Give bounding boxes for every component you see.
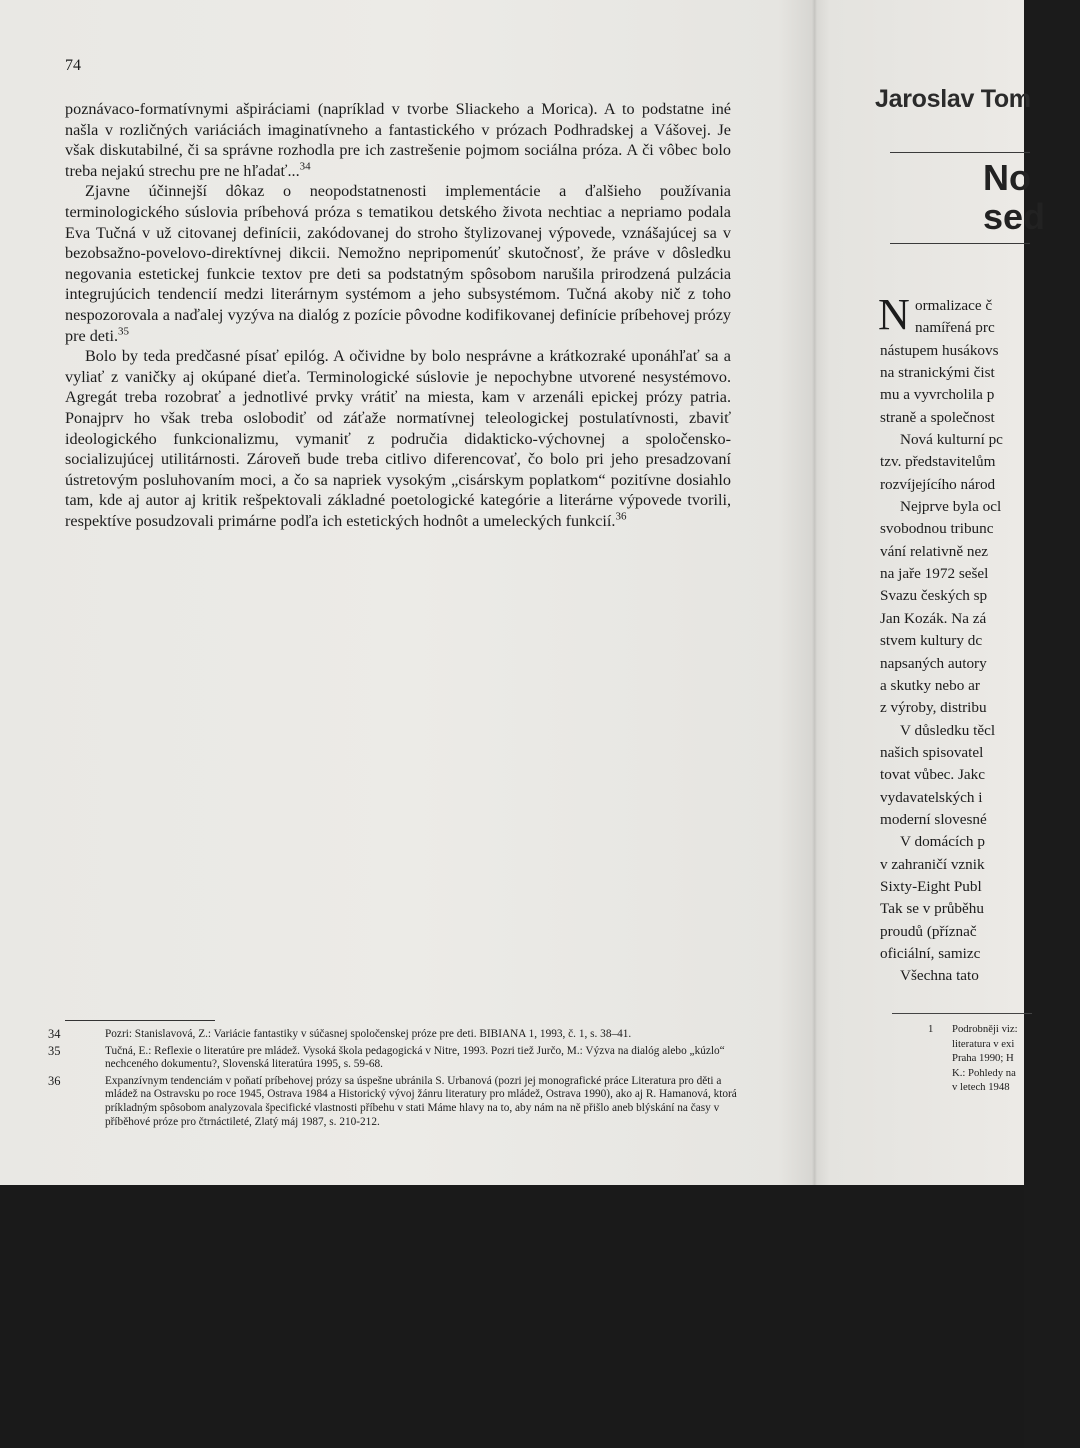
footnote-number: 36 (48, 1073, 61, 1088)
text-line: Sixty-Eight Publ (880, 877, 982, 895)
paragraph-1: poznávaco-formatívnymi ašpiráciami (napríklad v tvorbe Sliackeho a Morica). A to podstatne iné našla v rozličných variáciách imaginatívneho a fantastického v prózach Podhradskej a Vášovej. Je však diskutabilné, či sa správne rozhodla pre ich zastrešenie pojmom sociálna próza. A či vôbec bolo treba nejakú strechu pre ne hľadať...$^{34}$ (65, 100, 731, 180)
text-line: tovat vůbec. Jakc (880, 766, 986, 784)
text-line: nástupem husákovs (880, 341, 999, 359)
footnote-line: v letech 1948 (952, 1081, 1010, 1093)
text-line: moderní slovesné (880, 810, 987, 828)
footnote-divider (65, 1020, 215, 1021)
footnote-line: Praha 1990; H (952, 1052, 1014, 1064)
text-line: Svazu českých sp (880, 587, 988, 605)
drop-cap: N (878, 290, 910, 339)
right-footnote-divider (892, 1013, 1032, 1014)
text-line: V důsledku těcl (900, 721, 996, 739)
text-line: mu a vyvrcholila p (880, 386, 995, 404)
text-line: rozvíjejícího národ (880, 475, 996, 493)
scan-background (0, 1185, 1024, 1448)
headline-line-1: No (983, 157, 1031, 198)
author-name: Jaroslav Tom (875, 85, 1031, 113)
text-line: Všechna tato (900, 967, 979, 985)
footnote-text: Pozri: Stanislavová, Z.: Variácie fantastiky v súčasnej spoločenskej próze pre deti. BIBIANA 1, 1993, č. 1, s. 38–41. (105, 1028, 632, 1040)
text-line: straně a společnost (880, 408, 995, 426)
footnote-line: Podrobněji viz: (952, 1023, 1018, 1035)
footnote-text: Tučná, E.: Reflexie o literatúre pre mládež. Vysoká škola pedagogická v Nitre, 1993. Pozri tiež Jurčo, M.: Výzva na dialóg alebo „kúzlo“ nechceného dokumentu?, Slovenská literatúra 1995, s. 59-68. (105, 1044, 725, 1071)
footnote-ref-34: 34 (299, 160, 311, 173)
footnotes (48, 1028, 738, 1132)
text-line: na stranickými čist (880, 364, 995, 382)
text-line: v zahraničí vznik (880, 855, 985, 873)
main-text (65, 99, 731, 531)
footnote-number: 34 (48, 1027, 61, 1041)
text-line: Tak se v průběhu (880, 900, 984, 918)
footnote-ref-36: 36 (615, 510, 627, 523)
text-line: vání relativně nez (880, 542, 988, 560)
book-spine-shadow (812, 0, 817, 1185)
footnote-number: 1 (928, 1023, 934, 1035)
text-line: napsaných autory (880, 654, 987, 672)
paragraph-3: Bolo by teda predčasné písať epilóg. A očividne by bolo nesprávne a krátkozraké uponáhľať sa a vyliať z vaničky aj okúpané dieťa. Terminologické súslovie je nepochybne utvorené nesystémovo. Agregát treba rozobrať a jednotlivé prvky vrátiť na miesta, kam v arzenáli epickej prózy patria. Ponajprv ho však treba oslobodiť od záťaže normatívnej teleologickej postulatívnosti, zbaviť ideologického funkcionalizmu, vymaniť z područia didakticko-výchovnej a spoločensko-socializujúcej utilitárnosti. Zároveň bude treba citlivo diferencovať, čo bolo pri jeho presadzovaní ústretovým posluhovaním moci, a čo sa napriek vysokým „cisárskym poplatkom“ pozitívne dosiahlo tam, kde aj autor aj kritik rešpektovali základné poetologické kategórie a literárne výpovede tvorili, respektíve posudzovali primárne podľa ich estetických hodnôt a umeleckých funkcií.$^{36}$ (65, 347, 731, 530)
paragraph-2: Zjavne účinnejší dôkaz o neopodstatnenosti implementácie a ďalšieho používania terminologického súslovia príbehová próza s tematikou detského života nechtiac a nepriamo podala Eva Tučná v už citovanej definícii, zakódovanej do stroho štylizovanej výpovede, vznášajúcej sa v bezobsažno-povelovo-direktívnej dikcii. Nemožno nepripomenúť skutočnosť, že práve v dôsledku negovania estetickej funkcie textov pre deti sa podstatným spôsobom narušila prirodzená pulzácia integrujúcich tendencií medzi literárnym systémom a jeho subsystémom. Tučná akoby nič z toho nespozorovala a naďalej vyzýva na dialóg z pozície pôvodne kodifikovanej definície príbehovej prózy pre deti.$^{35}$ (65, 182, 731, 345)
text-line: svobodnou tribunc (880, 520, 994, 538)
text-line: V domácích p (900, 833, 985, 851)
title-rule-bottom (890, 243, 1030, 244)
text-line: oficiální, samizc (880, 944, 981, 962)
footnote-ref-35: 35 (118, 325, 130, 338)
right-page-text (878, 290, 1080, 988)
text-line: proudů (příznač (880, 922, 977, 940)
footnote (48, 1028, 738, 1042)
right-page (820, 0, 1046, 1185)
text-line: a skutky nebo ar (880, 676, 980, 694)
footnote-line: literatura v exi (952, 1037, 1015, 1050)
text-line: namířená prc (915, 319, 995, 337)
headline-line-2: sed (983, 196, 1046, 237)
text-line: stvem kultury dc (880, 632, 983, 650)
title-rule-top (890, 152, 1030, 153)
text-line: z výroby, distribu (880, 699, 987, 717)
footnote-text: Expanzívnym tendenciám v poňatí príbehovej prózy sa úspešne ubránila S. Urbanová (pozri jej monografické práce Literatura pro děti a mládež na Ostravsku po roce 1945, Ostrava 1984 a Historický vývoj žánru literatury pro mládež, Ostrava 1990), ako aj R. Hamanová, ktorá príkladným spôsobom analyzovala špecifické vlastnosti příbehu v stati Máme hlavy na to, aby nám na ně přišlo aneb blýskání na časy v příběhové próze pro čtrnáctileté, Zlatý máj 1987, s. 210-212. (105, 1074, 737, 1128)
footnote (48, 1075, 738, 1129)
text-line: Jan Kozák. Na zá (880, 609, 987, 627)
text-line: tzv. představitelům (880, 453, 996, 471)
text-line: Nejprve byla ocl (900, 498, 1002, 516)
text-line: Nová kulturní pc (900, 431, 1003, 449)
text-line: vydavatelských i (880, 788, 983, 806)
page-number: 74 (65, 57, 81, 74)
footnote-number: 35 (48, 1043, 61, 1058)
text-line: na jaře 1972 sešel (880, 565, 989, 583)
text-line: našich spisovatel (880, 743, 984, 761)
footnote (48, 1045, 738, 1072)
footnote-line: K.: Pohledy na (952, 1066, 1016, 1079)
right-footnote (928, 1022, 1048, 1095)
text-line: ormalizace č (915, 297, 993, 314)
